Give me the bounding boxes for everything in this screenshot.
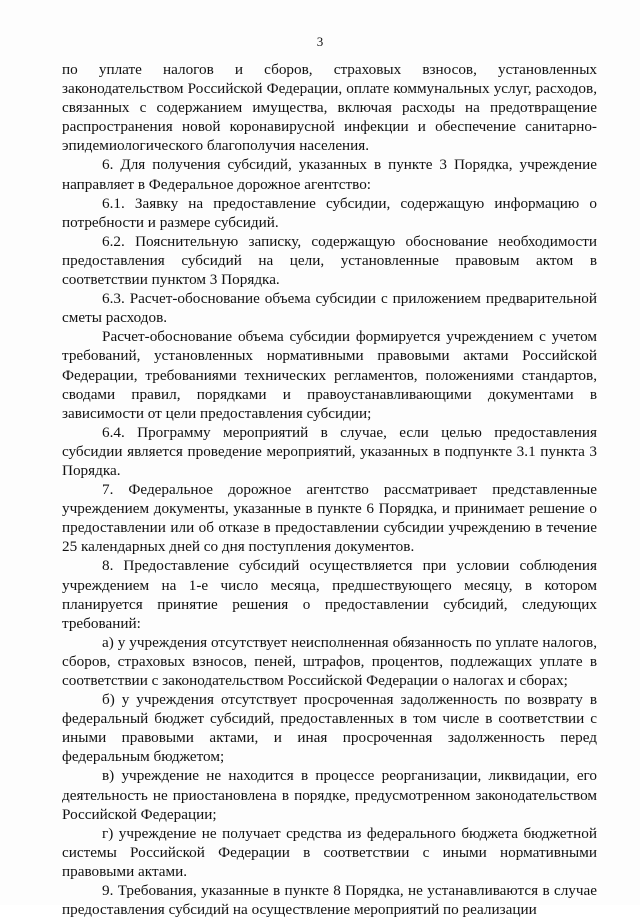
paragraph: б) у учреждения отсутствует просроченная задолженность по возврату в федеральный бюджет субсидий, предоставленных в том числе в соответствии с иными правовыми актами, и иная просроченная задолженность перед федеральным бюджетом; bbox=[62, 691, 597, 766]
page-number: 3 bbox=[316, 34, 324, 49]
paragraph: 6.3. Расчет-обоснование объема субсидии с приложением предварительной сметы расходов. bbox=[62, 290, 597, 327]
document-body bbox=[62, 60, 597, 919]
paragraph: в) учреждение не находится в процессе реорганизации, ликвидации, его деятельность не приостановлена в порядке, предусмотренном законодательством Российской Федерации; bbox=[62, 767, 597, 823]
paragraph: 9. Требования, указанные в пункте 8 Порядка, не устанавливаются в случае предоставления субсидий на осуществление мероприятий по реализации bbox=[62, 882, 597, 919]
paragraph: 6.2. Пояснительную записку, содержащую обоснование необходимости предоставления субсидий на цели, установленные правовым актом в соответствии пунктом 3 Порядка. bbox=[62, 232, 597, 289]
paragraph: 6. Для получения субсидий, указанных в пункте 3 Порядка, учреждение направляет в Федеральное дорожное агентство: bbox=[62, 156, 597, 193]
paragraph: 6.1. Заявку на предоставление субсидии, содержащую информацию о потребности и размере субсидий. bbox=[62, 194, 597, 231]
paragraph: по уплате налогов и сборов, страховых взносов, установленных законодательством Российской Федерации, оплате коммунальных услуг, расходов, связанных с содержанием имущества, включая расходы на предотвращение распространения новой коронавирусной инфекции и обеспечение санитарно-эпидемиологического благополучия населения. bbox=[62, 61, 597, 155]
paragraph: 7. Федеральное дорожное агентство рассматривает представленные учреждением документы, указанные в пункте 6 Порядка, и принимает решение о предоставлении или об отказе в предоставлении субсидии учреждению в течение 25 календарных дней со дня поступления документов. bbox=[62, 481, 597, 556]
paragraph: а) у учреждения отсутствует неисполненная обязанность по уплате налогов, сборов, страховых взносов, пеней, штрафов, процентов, подлежащих уплате в соответствии с законодательством Российской Федерации о налогах и сборах; bbox=[62, 633, 597, 689]
paragraph: г) учреждение не получает средства из федерального бюджета бюджетной системы Российской Федерации в соответствии с иными нормативными правовыми актами. bbox=[62, 824, 597, 880]
paragraph: 6.4. Программу мероприятий в случае, если целью предоставления субсидии является проведение мероприятий, указанных в подпункте 3.1 пункта 3 Порядка. bbox=[62, 423, 597, 479]
paragraph: 8. Предоставление субсидий осуществляется при условии соблюдения учреждением на 1-е число месяца, предшествующего месяцу, в котором планируется принятие решения о предоставлении субсидий, следующих требований: bbox=[62, 557, 597, 632]
paragraph: Расчет-обоснование объема субсидии формируется учреждением с учетом требований, установленных нормативными правовыми актами Российской Федерации, требованиями технических регламентов, положениями стандартов, сводами правил, порядками и правоустанавливающими документами в зависимости от цели предоставления субсидии; bbox=[62, 328, 597, 422]
